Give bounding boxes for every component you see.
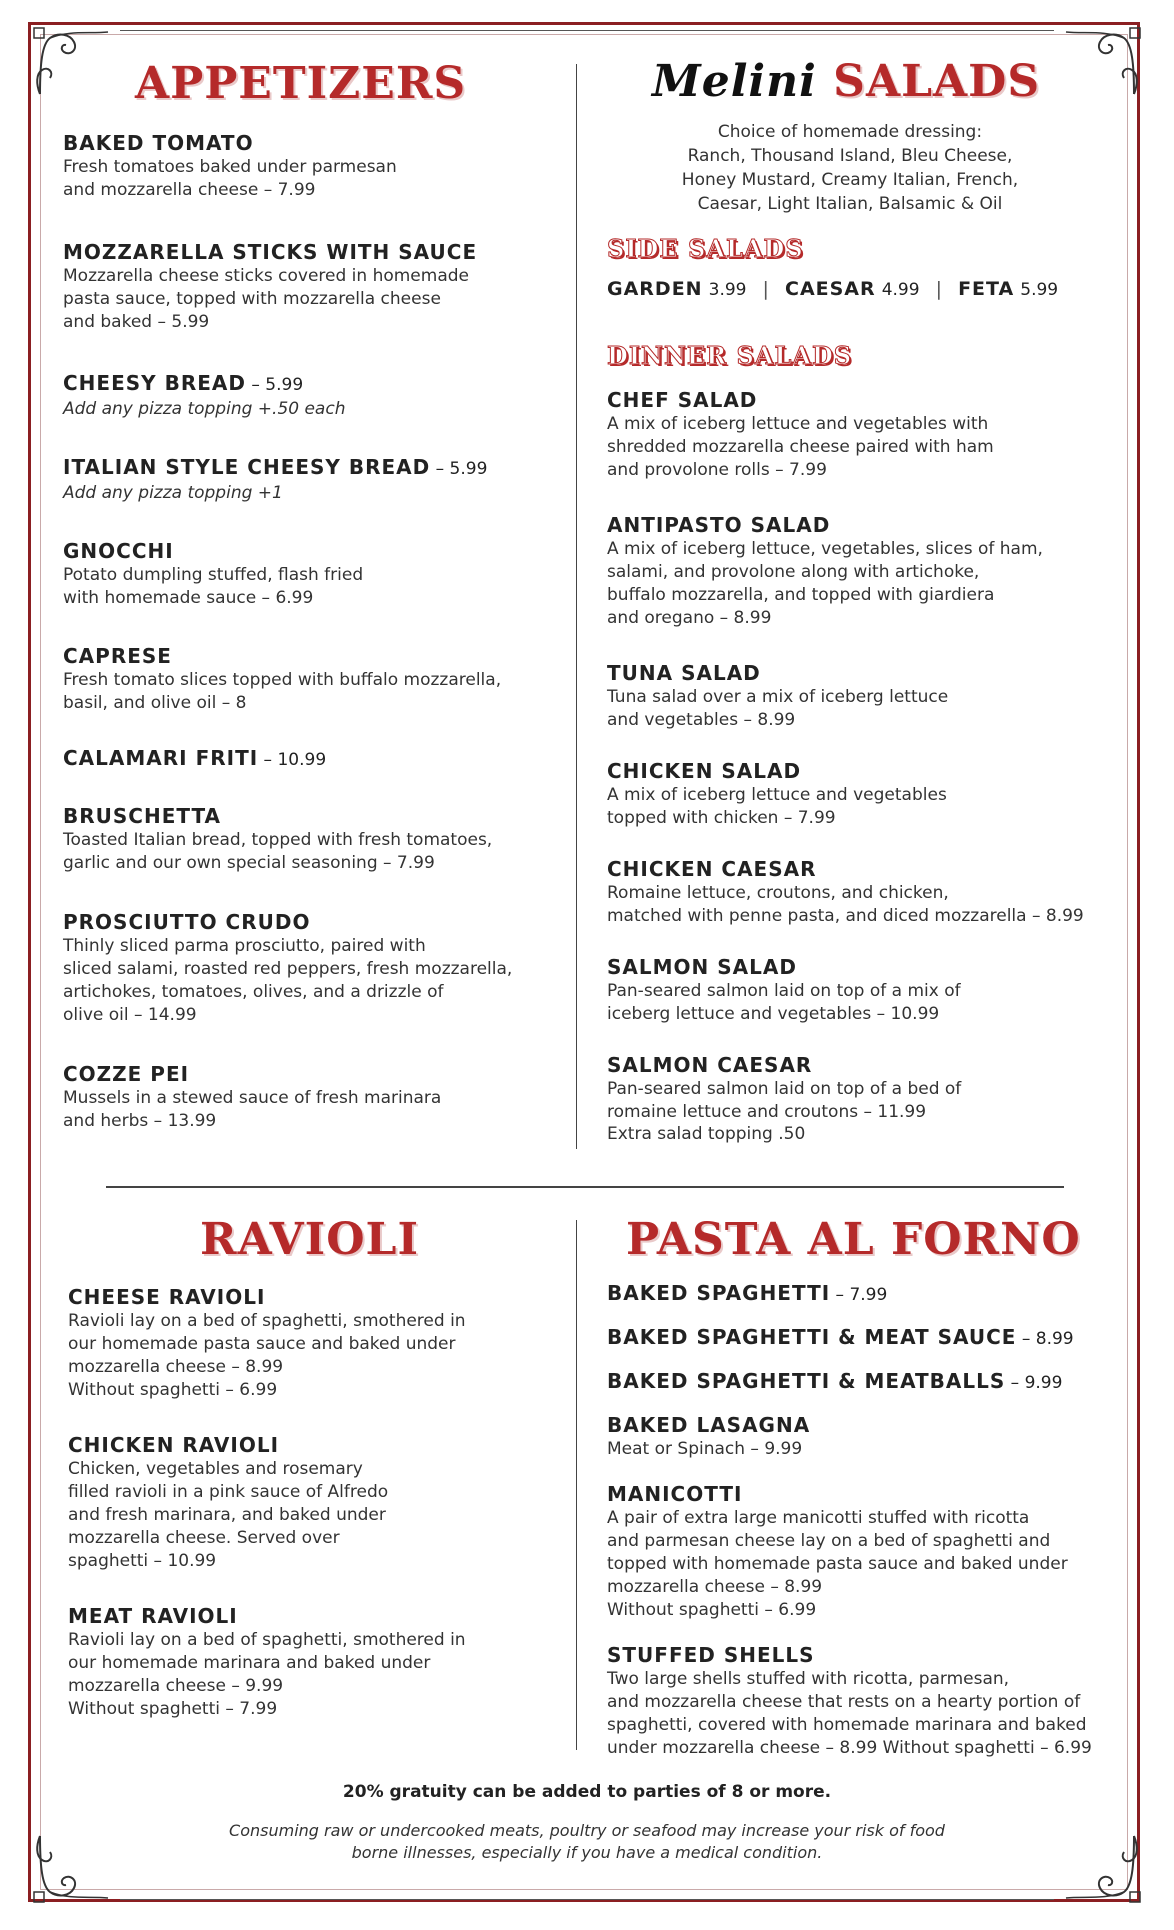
side-salads-heading: SIDE SALADS — [607, 234, 804, 263]
item-price: – 5.99 — [245, 375, 304, 395]
item-name: TUNA SALAD — [607, 661, 761, 685]
gratuity-note: 20% gratuity can be added to parties of 8 or more. — [342, 1782, 832, 1802]
side-salad-price: 5.99 — [1020, 280, 1059, 300]
side-salad-name: GARDEN — [607, 278, 703, 300]
item-description: Meat or Spinach – 9.99 — [607, 1439, 803, 1459]
item-description: A pair of extra large manicotti stuffed with ricotta and parmesan cheese lay on a bed of spaghetti and topped with homemade pasta sauce and baked under mozzarella cheese – 8.99 Without spaghetti – 6.99 — [607, 1508, 1068, 1620]
pasta-heading: PASTA AL FORNO — [626, 1214, 1081, 1265]
menu-item — [607, 1481, 1137, 1622]
item-name: CHICKEN CAESAR — [607, 857, 817, 881]
column-divider — [576, 64, 577, 1149]
item-name: COZZE PEI — [63, 1062, 190, 1086]
item-description: Mussels in a stewed sauce of fresh marinara and herbs – 13.99 — [63, 1088, 442, 1131]
item-name: BAKED SPAGHETTI — [607, 1281, 831, 1305]
item-price: – 10.99 — [258, 750, 327, 770]
item-name: MEAT RAVIOLI — [68, 1604, 238, 1628]
item-name: CHICKEN SALAD — [607, 759, 802, 783]
separator: | — [762, 278, 769, 300]
menu-item — [607, 387, 1127, 482]
separator: | — [935, 278, 943, 300]
item-name: BAKED TOMATO — [63, 131, 254, 155]
menu-item — [607, 1412, 1137, 1461]
menu-item — [607, 512, 1127, 630]
item-name: STUFFED SHELLS — [607, 1643, 815, 1667]
item-name: ANTIPASTO SALAD — [607, 513, 831, 537]
side-salads-row — [607, 278, 1058, 300]
item-name: PROSCIUTTO CRUDO — [63, 910, 311, 934]
item-name: CHEESY BREAD — [63, 371, 246, 395]
item-description: Mozzarella cheese sticks covered in homemade pasta sauce, topped with mozzarella cheese and baked – 5.99 — [63, 266, 469, 332]
item-name: BAKED SPAGHETTI & MEATBALLS — [607, 1369, 1006, 1393]
menu-item — [607, 758, 1127, 830]
side-salad-name: FETA — [958, 278, 1015, 300]
menu-item — [63, 643, 563, 715]
item-description: Chicken, vegetables and rosemary filled ravioli in a pink sauce of Alfredo and fresh marinara, and baked under mozzarella cheese. Served over spaghetti – 10.99 — [68, 1459, 389, 1571]
corner-scroll-ornament — [30, 1826, 110, 1906]
dinner-salads-heading: DINNER SALADS — [607, 341, 853, 370]
item-name: CALAMARI FRITI — [63, 746, 259, 770]
item-price: – 9.99 — [1005, 1373, 1063, 1393]
column-divider — [576, 1220, 577, 1750]
extra-topping-note: Extra salad topping .50 — [607, 1124, 806, 1144]
menu-item — [607, 1368, 1137, 1396]
item-description: Fresh tomato slices topped with buffalo mozzarella, basil, and olive oil – 8 — [63, 670, 502, 713]
item-price: – 7.99 — [830, 1285, 888, 1305]
item-description: Toasted Italian bread, topped with fresh tomatoes, garlic and our own special seasoning – 7.99 — [63, 830, 493, 873]
item-price: – 5.99 — [430, 459, 488, 479]
item-description: A mix of iceberg lettuce and vegetables with shredded mozzarella cheese paired with ham and provolone rolls – 7.99 — [607, 414, 994, 480]
item-note: Add any pizza topping +1 — [63, 483, 283, 503]
dressing-choices: Choice of homemade dressing: Ranch, Thousand Island, Bleu Cheese, Honey Mustard, Creamy Italian, French, Caesar, Light Italian, Balsamic & Oil — [681, 122, 1019, 214]
item-name: ITALIAN STYLE CHEESY BREAD — [63, 455, 431, 479]
item-description: Potato dumpling stuffed, flash fried with homemade sauce – 6.99 — [63, 565, 364, 608]
corner-scroll-ornament — [1064, 1826, 1144, 1906]
menu-item — [63, 538, 563, 610]
pasta-list — [607, 1280, 1137, 1760]
item-description: Pan-seared salmon laid on top of a mix of iceberg lettuce and vegetables – 10.99 — [607, 981, 961, 1024]
menu-item — [607, 1052, 1127, 1124]
item-description: Tuna salad over a mix of iceberg lettuce and vegetables – 8.99 — [607, 687, 949, 730]
ravioli-heading: RAVIOLI — [200, 1214, 420, 1265]
food-safety-warning: Consuming raw or undercooked meats, poultry or seafood may increase your risk of food borne illnesses, especially if you have a medical condition. — [229, 1821, 945, 1862]
item-name: BAKED LASAGNA — [607, 1413, 811, 1437]
menu-item — [607, 1280, 1137, 1308]
item-name: CHEESE RAVIOLI — [68, 1285, 266, 1309]
item-price: – 8.99 — [1016, 1329, 1074, 1349]
item-description: Thinly sliced parma prosciutto, paired with sliced salami, roasted red peppers, fresh mozzarella, artichokes, tomatoes, olives, and a drizzle of olive oil – 14.99 — [63, 936, 513, 1025]
item-description: A mix of iceberg lettuce, vegetables, slices of ham, salami, and provolone along with artichoke, buffalo mozzarella, and topped with giardiera and oregano – 8.99 — [607, 539, 1043, 628]
item-note: Add any pizza topping +.50 each — [63, 399, 346, 419]
item-name: CHICKEN RAVIOLI — [68, 1433, 280, 1457]
top-rule — [120, 30, 1054, 31]
salads-heading — [652, 56, 1040, 107]
item-name: GNOCCHI — [63, 539, 174, 563]
item-name: BRUSCHETTA — [63, 804, 222, 828]
section-rule — [106, 1186, 1064, 1188]
item-description: Romaine lettuce, croutons, and chicken, matched with penne pasta, and diced mozzarella – 8.99 — [607, 883, 1084, 926]
menu-item — [607, 1642, 1137, 1760]
item-description: Ravioli lay on a bed of spaghetti, smothered in our homemade marinara and baked under mozzarella cheese – 9.99 Without spaghetti – 7.99 — [68, 1630, 466, 1719]
menu-item — [63, 909, 563, 1027]
item-name: CAPRESE — [63, 644, 172, 668]
item-name: SALMON SALAD — [607, 955, 797, 979]
dinner-salads-list — [607, 387, 1127, 1124]
menu-item — [68, 1603, 568, 1721]
item-description: Two large shells stuffed with ricotta, parmesan, and mozzarella cheese that rests on a hearty portion of spaghetti, covered with homemade marinara and baked under mozzarella cheese – 8.99 Without spaghetti – 6.99 — [607, 1669, 1092, 1758]
menu-item — [63, 130, 563, 202]
side-salad-price: 4.99 — [881, 280, 920, 300]
item-description: Ravioli lay on a bed of spaghetti, smothered in our homemade pasta sauce and baked under mozzarella cheese – 8.99 Without spaghetti – 6.99 — [68, 1311, 466, 1400]
menu-item — [607, 954, 1127, 1026]
menu-item — [68, 1432, 568, 1573]
item-name: MOZZARELLA STICKS WITH SAUCE — [63, 240, 478, 264]
corner-scroll-ornament — [1064, 24, 1144, 104]
menu-item — [68, 1284, 568, 1402]
menu-item — [63, 803, 563, 875]
side-salad-name: CAESAR — [785, 278, 876, 300]
bottom-rule — [120, 1899, 1054, 1900]
salads-heading-script: Melini — [652, 56, 817, 107]
item-name: MANICOTTI — [607, 1482, 743, 1506]
item-name: SALMON CAESAR — [607, 1053, 813, 1077]
salads-heading-word: SALADS — [833, 56, 1041, 107]
side-salad-price: 3.99 — [708, 280, 747, 300]
menu-item — [63, 370, 563, 421]
menu-item — [607, 660, 1127, 732]
menu-item — [63, 1061, 563, 1133]
menu-item — [607, 856, 1127, 928]
item-name: BAKED SPAGHETTI & MEAT SAUCE — [607, 1325, 1017, 1349]
ravioli-list — [68, 1284, 568, 1721]
item-description: A mix of iceberg lettuce and vegetables topped with chicken – 7.99 — [607, 785, 947, 828]
menu-item — [63, 239, 563, 334]
corner-scroll-ornament — [30, 24, 110, 104]
menu-item — [63, 454, 563, 505]
appetizers-list — [63, 130, 563, 1133]
item-description: Fresh tomatoes baked under parmesan and mozzarella cheese – 7.99 — [63, 157, 397, 200]
menu-item — [63, 745, 563, 773]
appetizers-heading: APPETIZERS — [135, 58, 467, 109]
item-name: CHEF SALAD — [607, 388, 758, 412]
item-description: Pan-seared salmon laid on top of a bed of romaine lettuce and croutons – 11.99 — [607, 1079, 962, 1122]
menu-item — [607, 1324, 1137, 1352]
